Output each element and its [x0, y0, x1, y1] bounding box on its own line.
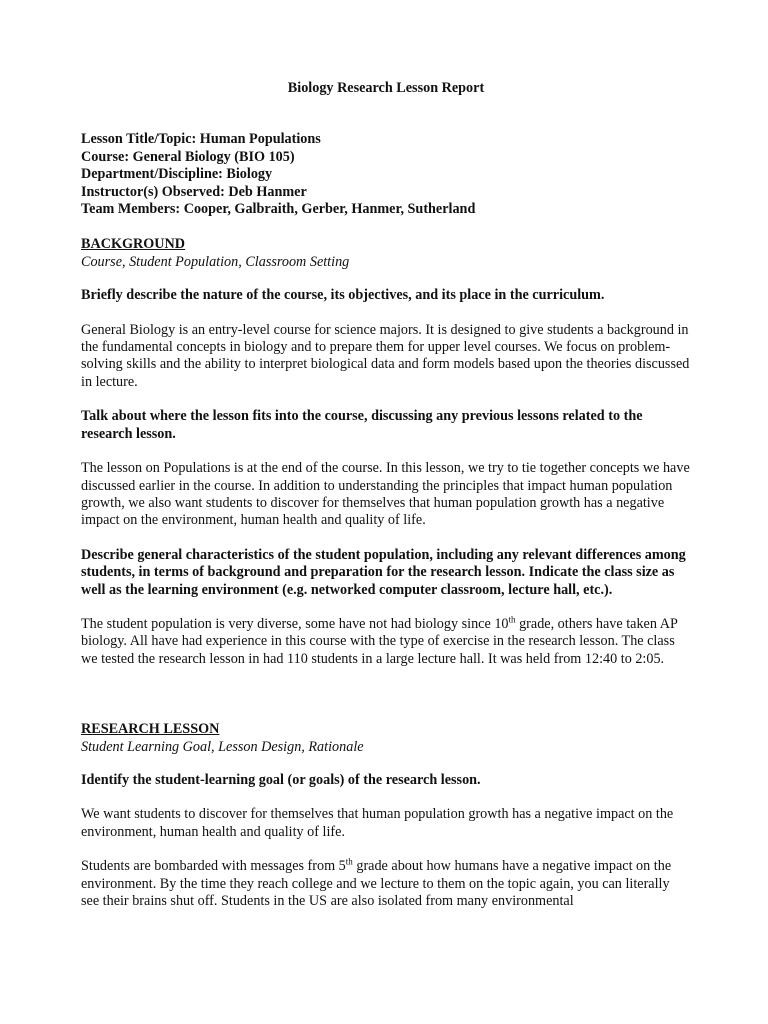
paragraph-2-superscript: th: [345, 856, 353, 867]
research-paragraph-2: [81, 858, 691, 910]
lesson-metadata: [81, 131, 691, 218]
background-question-2: Talk about where the lesson fits into the course, discussing any previous lessons related to the research lesson.: [81, 408, 643, 442]
background-question-1: Briefly describe the nature of the course, its objectives, and its place in the curriculum.: [81, 287, 605, 304]
research-lesson-heading: RESEARCH LESSON: [81, 721, 220, 738]
instructor-line: Instructor(s) Observed: Deb Hanmer: [81, 183, 307, 200]
section-spacer: [81, 685, 691, 721]
background-heading: BACKGROUND: [81, 236, 186, 253]
research-lesson-subheading: Student Learning Goal, Lesson Design, Rationale: [81, 738, 364, 755]
paragraph-2-text-end: grade about how humans have a negative impact on the environment. By the time they reach college and we lecture to them on the topic again, you can literally see their brains shut off. Students in the US are also isolated from many environmental: [81, 858, 672, 909]
research-answer-1: We want students to discover for themselves that human population growth has a negative impact on the environment, human health and quality of life.: [81, 806, 674, 840]
background-answer-2: The lesson on Populations is at the end of the course. In this lesson, we try to tie together concepts we have discussed earlier in the course. In addition to understanding the principles that impact human population growth, we also want students to discover for themselves that human population growth has a negative impact on the environment, human health and quality of life.: [81, 460, 690, 529]
background-answer-1: General Biology is an entry-level course for science majors. It is designed to give students a background in the fundamental concepts in biology and to prepare them for upper level courses. We focus on problem-solving skills and the ability to interpret biological data and form models based upon the theories discussed in lecture.: [81, 321, 690, 390]
research-question-1: Identify the student-learning goal (or goals) of the research lesson.: [81, 771, 481, 788]
answer-3-superscript: th: [508, 614, 516, 625]
document-page: [81, 80, 691, 927]
background-answer-3: [81, 616, 691, 668]
lesson-title-line: Lesson Title/Topic: Human Populations: [81, 131, 321, 148]
course-line: Course: General Biology (BIO 105): [81, 148, 295, 165]
paragraph-2-text-start: Students are bombarded with messages from 5: [81, 858, 346, 875]
background-question-3: Describe general characteristics of the student population, including any relevant differences among students, in terms of background and preparation for the research lesson. Indicate the class size as well as the learning environment (e.g. networked computer classroom, lecture hall, etc.).: [81, 546, 686, 598]
answer-3-text-start: The student population is very diverse, some have not had biology since 10: [81, 615, 509, 632]
document-title: Biology Research Lesson Report: [287, 80, 485, 96]
answer-3-text-end: grade, others have taken AP biology. All have had experience in this course with the type of exercise in the research lesson. The class we tested the research lesson in had 110 students in a large lecture hall. It was held from 12:40 to 2:05.: [81, 615, 678, 667]
background-subheading: Course, Student Population, Classroom Setting: [81, 253, 350, 270]
team-members-line: Team Members: Cooper, Galbraith, Gerber, Hanmer, Sutherland: [81, 201, 476, 218]
department-line: Department/Discipline: Biology: [81, 166, 273, 183]
